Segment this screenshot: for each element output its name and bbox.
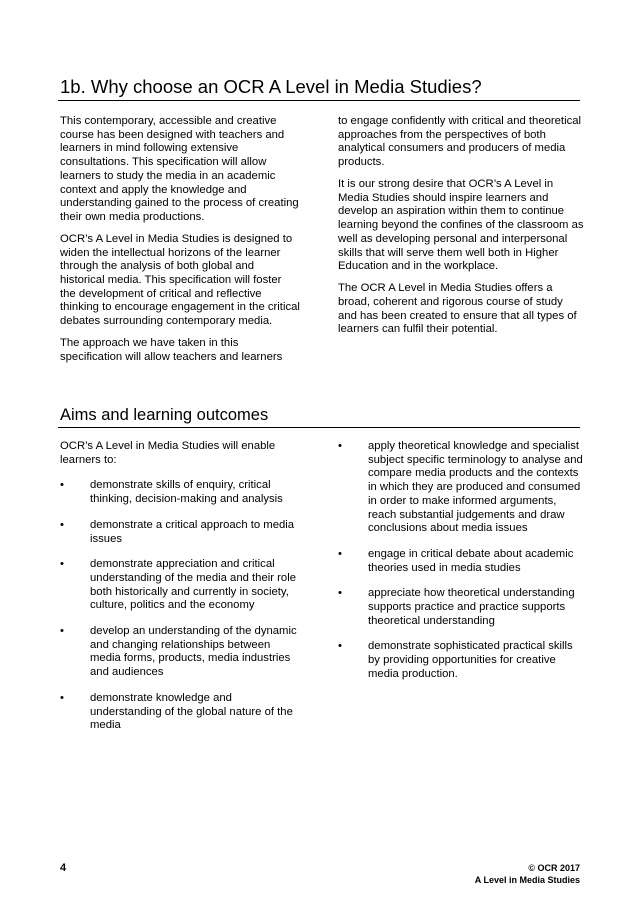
paragraph: OCR’s A Level in Media Studies is designed to widen the intellectual horizons of the learner through the analysis of both global and historical media. This specification will foster the development of critical and reflective thinking to encourage engagement in the critical debates surrounding contemporary media. [60,232,300,328]
footer-subtitle: A Level in Media Studies [474,874,580,885]
section-title-underline [58,427,580,428]
copyright: © OCR 2017 [528,863,580,873]
paragraph: The approach we have taken in this specification will allow teachers and learners [60,336,283,363]
footer-info [475,863,580,886]
list-item: • develop an understanding of the dynamic and changing relationships between media forms, products, media industries and audiences [60,625,300,680]
list-item: • demonstrate knowledge and understanding of the global nature of the media [60,692,300,733]
paragraph: It is our strong desire that OCR’s A Level in Media Studies should inspire learners and develop an aspiration within them to continue learning beyond the confines of the classroom as well as developing personal and interpersonal skills that will serve them well both in Higher Education and in the workplace. [338,178,584,273]
list-item: • demonstrate skills of enquiry, critical thinking, decision-making and analysis [60,479,300,506]
paragraph: This contemporary, accessible and creative course has been designed with teachers and learners in mind following extensive consultations. This specification will allow learners to study the media in an academic context and apply the knowledge and understanding gained to the process of creating their own media productions. [60,115,299,223]
list-item: • apply theoretical knowledge and specialist subject specific terminology to analyse and compare media products and the contexts in which they are produced and consumed in order to make informed arguments, reach substantial judgements and draw conclusions about media issues [338,440,584,536]
section-title-aims: Aims and learning outcomes [60,406,269,424]
section-title-why-choose: 1b. Why choose an OCR A Level in Media Studies? [60,76,482,97]
section-title-underline [58,100,580,101]
paragraph: The OCR A Level in Media Studies offers a broad, coherent and rigorous course of study and has been created to ensure that all types of learners can fulfil their potential. [338,282,577,336]
list-item: • appreciate how theoretical understanding supports practice and practice supports theoretical understanding [338,587,584,628]
aims-bullet-list-right [338,440,584,682]
aims-intro: OCR’s A Level in Media Studies will enable learners to: [60,440,276,466]
aims-bullet-list-left [60,479,300,733]
aims-left-column [60,440,300,745]
list-item: • demonstrate sophisticated practical skills by providing opportunities for creative media production. [338,640,584,681]
paragraph: to engage confidently with critical and theoretical approaches from the perspectives of both analytical consumers and producers of media products. [338,115,582,169]
aims-right-column [338,440,584,694]
list-item: • demonstrate appreciation and critical understanding of the media and their role both historically and currently in society, culture, politics and the economy [60,558,300,613]
why-choose-right-column [338,115,584,345]
list-item: • demonstrate a critical approach to media issues [60,519,300,546]
why-choose-left-column [60,115,300,373]
list-item: • engage in critical debate about academic theories used in media studies [338,548,584,575]
page-number: 4 [60,862,67,874]
